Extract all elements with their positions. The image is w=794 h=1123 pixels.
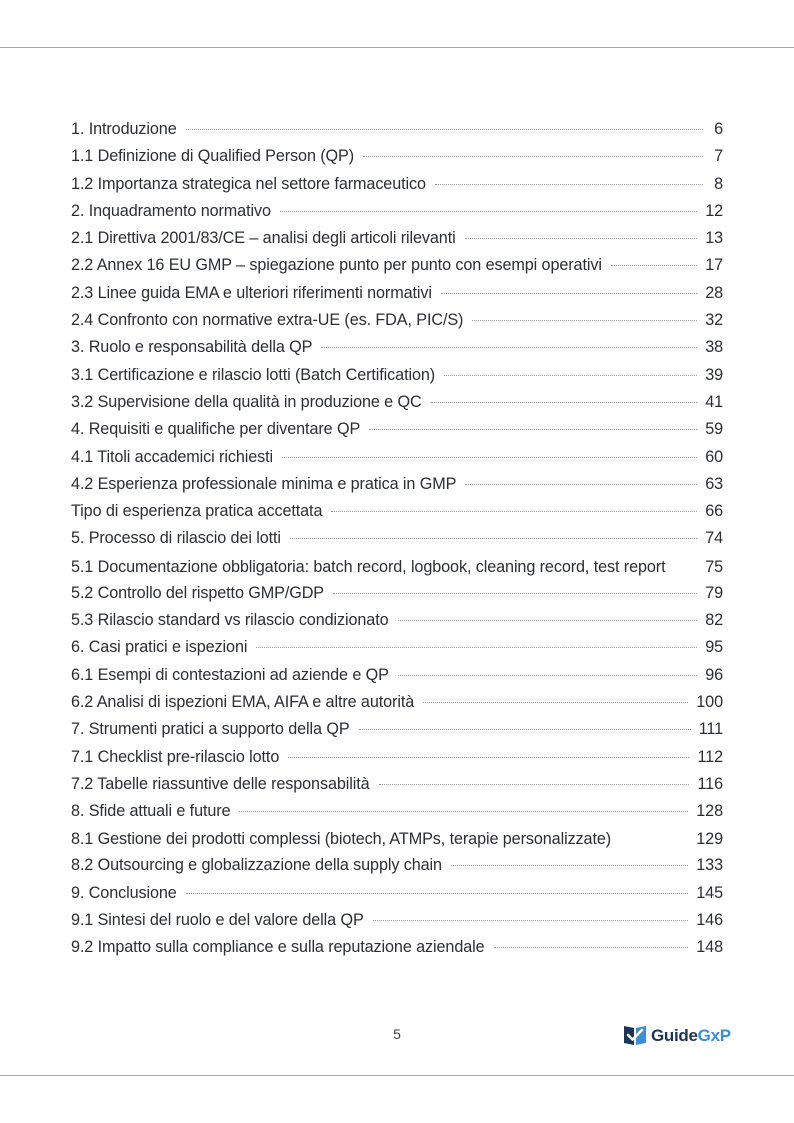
toc-entry-page: 41 — [705, 392, 723, 411]
toc-entry-title: 9. Conclusione — [71, 883, 177, 902]
dot-leader — [333, 593, 697, 594]
toc-entry-title: 3. Ruolo e responsabilità della QP — [71, 338, 313, 357]
dot-leader — [465, 484, 697, 485]
toc-entry-title: 6.2 Analisi di ispezioni EMA, AIFA e altre autorità — [71, 692, 415, 711]
dot-leader — [373, 920, 689, 921]
toc-entry-title: 8. Sfide attuali e future — [71, 802, 231, 821]
toc-entry-page: 13 — [705, 229, 723, 248]
toc-entry[interactable] — [71, 416, 723, 443]
toc-entry-page: 8 — [714, 174, 723, 193]
toc-entry[interactable] — [71, 907, 723, 934]
dot-leader — [288, 757, 689, 758]
toc-entry-title: 2.3 Linee guida EMA e ulteriori riferimenti normativi — [71, 283, 432, 302]
toc-entry-page: 129 — [696, 830, 723, 849]
dot-leader — [451, 865, 688, 866]
toc-entry[interactable] — [71, 634, 723, 661]
toc-entry[interactable] — [71, 580, 723, 607]
dot-leader — [280, 211, 697, 212]
toc-entry-page: 133 — [696, 856, 723, 875]
toc-entry-page: 148 — [696, 938, 723, 957]
toc-entry-title: 4. Requisiti e qualifiche per diventare QP — [71, 420, 361, 439]
dot-leader — [465, 238, 698, 239]
toc-entry[interactable] — [71, 143, 723, 170]
toc-entry-page: 6 — [714, 120, 723, 138]
book-check-icon — [623, 1024, 647, 1046]
dot-leader — [331, 511, 697, 512]
toc-entry-page: 95 — [705, 638, 723, 657]
toc-entry-title: 1.1 Definizione di Qualified Person (QP) — [71, 147, 355, 166]
toc-entry-title: 2.4 Confronto con normative extra-UE (es. FDA, PIC/S) — [71, 311, 464, 330]
dot-leader — [363, 156, 703, 157]
guidegxp-logo — [623, 1024, 731, 1046]
toc-entry-page: 17 — [705, 256, 723, 275]
toc-entry[interactable] — [71, 716, 723, 743]
toc-entry-page: 38 — [705, 338, 723, 357]
dot-leader — [256, 647, 697, 648]
toc-entry[interactable] — [71, 744, 723, 771]
toc-entry[interactable] — [71, 198, 723, 225]
dot-leader — [359, 729, 691, 730]
toc-entry-title: 8.2 Outsourcing e globalizzazione della supply chain — [71, 856, 442, 875]
toc-entry-title: 3.1 Certificazione e rilascio lotti (Batch Certification) — [71, 365, 436, 384]
dot-leader — [369, 429, 697, 430]
table-of-contents — [71, 116, 723, 962]
toc-entry[interactable] — [71, 280, 723, 307]
toc-entry[interactable] — [71, 880, 723, 907]
toc-entry-page: 145 — [696, 883, 723, 902]
toc-entry-page: 74 — [705, 529, 723, 548]
toc-entry-title: Tipo di esperienza pratica accettata — [71, 502, 323, 521]
dot-leader — [441, 293, 697, 294]
dot-leader — [444, 375, 697, 376]
toc-entry-title: 7.1 Checklist pre-rilascio lotto — [71, 747, 280, 766]
logo-text-accent: GxP — [697, 1025, 731, 1045]
toc-entry-page: 60 — [705, 447, 723, 466]
dot-leader — [423, 702, 688, 703]
toc-entry[interactable] — [71, 116, 723, 143]
toc-entry-title: 2.2 Annex 16 EU GMP – spiegazione punto per punto con esempi operativi — [71, 256, 602, 275]
toc-entry-page: 79 — [705, 583, 723, 602]
toc-entry[interactable] — [71, 444, 723, 471]
toc-entry-page: 100 — [696, 692, 723, 711]
page-number: 5 — [393, 1026, 401, 1042]
toc-entry-page: 112 — [697, 747, 723, 766]
toc-entry-title: 6.1 Esempi di contestazioni ad aziende e QP — [71, 665, 389, 684]
toc-entry-page: 59 — [705, 420, 723, 439]
dot-leader — [398, 675, 697, 676]
toc-entry-title: 5. Processo di rilascio dei lotti — [71, 529, 281, 548]
toc-entry[interactable] — [71, 498, 723, 525]
toc-entry-title: 5.2 Controllo del rispetto GMP/GDP — [71, 583, 325, 602]
toc-entry[interactable] — [71, 607, 723, 634]
toc-entry-page: 66 — [705, 502, 723, 521]
toc-entry[interactable] — [71, 798, 723, 825]
header-divider — [0, 47, 794, 48]
toc-entry[interactable] — [71, 689, 723, 716]
logo-text-primary: Guide — [651, 1025, 698, 1045]
toc-entry-title: 9.1 Sintesi del ruolo e del valore della QP — [71, 911, 364, 930]
toc-entry[interactable] — [71, 252, 723, 279]
toc-entry-page: 82 — [705, 611, 723, 630]
toc-entry-page: 111 — [698, 720, 723, 739]
toc-entry-title: 1.2 Importanza strategica nel settore farmaceutico — [71, 174, 426, 193]
toc-entry-page: 128 — [696, 802, 723, 821]
dot-leader — [611, 265, 697, 266]
toc-entry[interactable] — [71, 334, 723, 361]
toc-entry[interactable] — [71, 662, 723, 689]
toc-entry[interactable] — [71, 525, 723, 552]
toc-entry[interactable] — [71, 934, 723, 961]
toc-entry-title: 6. Casi pratici e ispezioni — [71, 638, 248, 657]
dot-leader — [398, 620, 698, 621]
dot-leader — [472, 320, 697, 321]
toc-entry-page: 12 — [705, 201, 723, 220]
toc-entry-page: 96 — [705, 665, 723, 684]
toc-entry-title: 2.1 Direttiva 2001/83/CE – analisi degli articoli rilevanti — [71, 229, 456, 248]
toc-entry-title: 1. Introduzione — [71, 120, 177, 138]
toc-entry-title: 8.1 Gestione dei prodotti complessi (biotech, ATMPs, terapie personalizzate) — [71, 830, 612, 849]
toc-entry[interactable] — [71, 225, 723, 252]
toc-entry-title: 5.1 Documentazione obbligatoria: batch record, logbook, cleaning record, test report — [71, 557, 666, 576]
toc-entry[interactable] — [71, 171, 723, 198]
toc-entry[interactable] — [71, 771, 723, 798]
toc-entry-title: 9.2 Impatto sulla compliance e sulla reputazione aziendale — [71, 938, 485, 957]
toc-entry[interactable] — [71, 389, 723, 416]
toc-entry-page: 39 — [705, 365, 723, 384]
toc-entry-title: 4.2 Esperienza professionale minima e pratica in GMP — [71, 474, 457, 493]
toc-entry-title: 7.2 Tabelle riassuntive delle responsabilità — [71, 774, 370, 793]
toc-entry-page: 28 — [705, 283, 723, 302]
toc-entry-page: 116 — [697, 774, 723, 793]
toc-entry[interactable] — [71, 362, 723, 389]
toc-entry[interactable] — [71, 852, 723, 879]
dot-leader — [431, 402, 698, 403]
toc-entry-page: 63 — [705, 474, 723, 493]
dot-leader — [379, 784, 690, 785]
footer-divider — [0, 1075, 794, 1076]
dot-leader — [186, 129, 703, 130]
dot-leader — [186, 893, 689, 894]
toc-entry-title: 3.2 Supervisione della qualità in produzione e QC — [71, 392, 422, 411]
toc-entry-page: 146 — [696, 911, 723, 930]
dot-leader — [290, 538, 697, 539]
toc-entry-title: 2. Inquadramento normativo — [71, 201, 271, 220]
toc-entry-title: 5.3 Rilascio standard vs rilascio condizionato — [71, 611, 389, 630]
toc-entry[interactable] — [71, 825, 723, 852]
dot-leader — [321, 347, 697, 348]
dot-leader — [435, 184, 703, 185]
toc-entry[interactable] — [71, 307, 723, 334]
dot-leader — [494, 947, 689, 948]
toc-entry-page: 32 — [705, 311, 723, 330]
dot-leader — [282, 457, 697, 458]
toc-entry-page: 7 — [714, 147, 723, 166]
logo-wordmark — [651, 1027, 731, 1044]
dot-leader — [239, 811, 688, 812]
toc-entry[interactable] — [71, 471, 723, 498]
toc-entry-title: 7. Strumenti pratici a supporto della QP — [71, 720, 350, 739]
toc-entry[interactable] — [71, 553, 723, 580]
toc-entry-page: 75 — [705, 557, 723, 576]
toc-entry-title: 4.1 Titoli accademici richiesti — [71, 447, 274, 466]
